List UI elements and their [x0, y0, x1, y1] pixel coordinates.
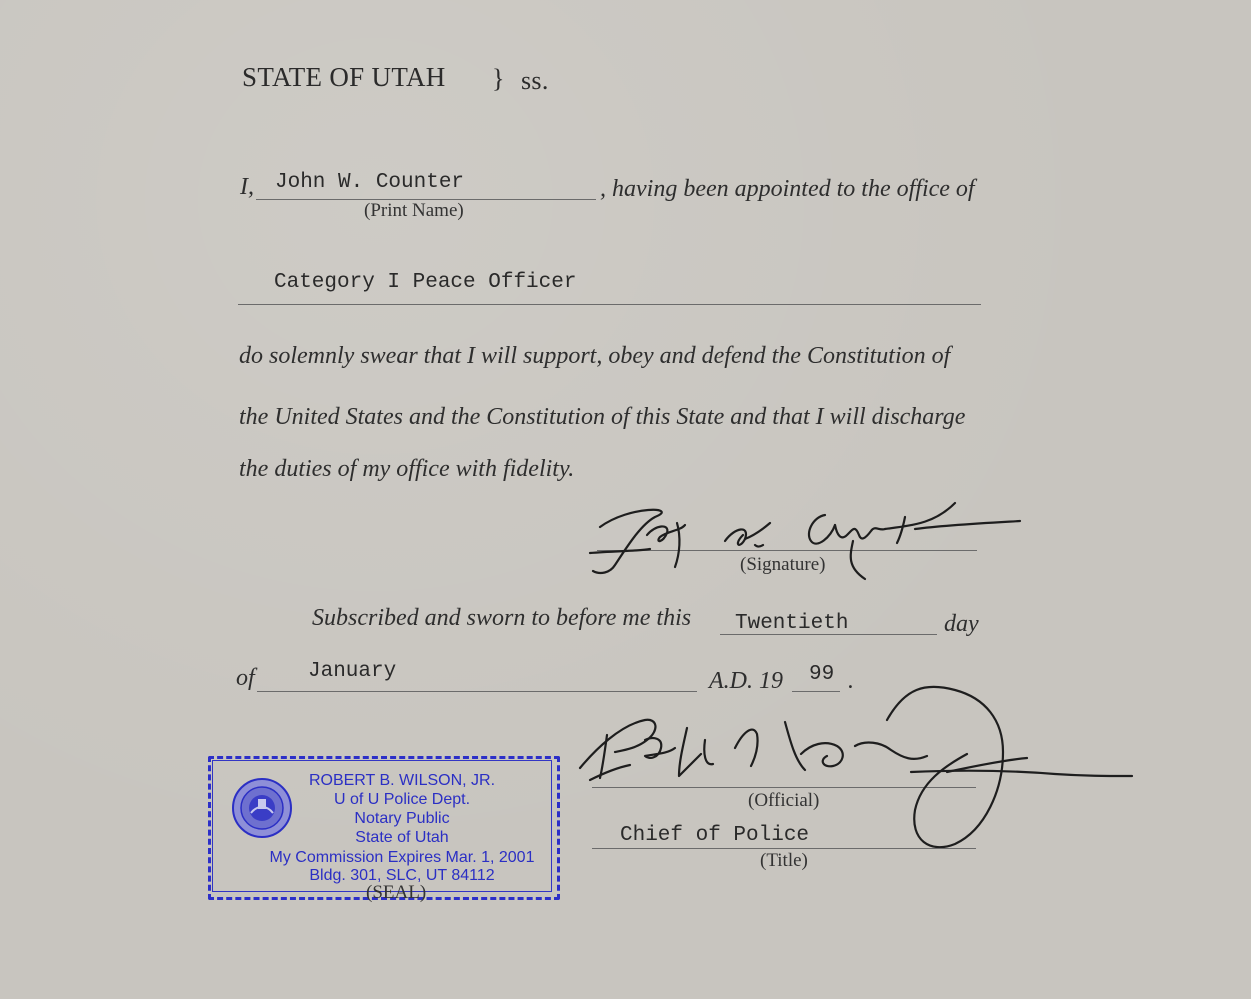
official-caption: (Official)	[748, 790, 820, 811]
print-name-value: John W. Counter	[275, 171, 465, 194]
stamp-line-title: Notary Public	[354, 810, 450, 827]
title-line	[592, 848, 976, 849]
year-period: .	[848, 668, 854, 694]
print-name-caption: (Print Name)	[364, 200, 464, 221]
ss-mark: ss.	[521, 66, 549, 95]
subscribed-text: Subscribed and sworn to before me this	[312, 605, 692, 631]
stamp-line-address: Bldg. 301, SLC, UT 84112	[309, 867, 495, 884]
i-prefix: I,	[240, 174, 254, 200]
oath-line-2: the United States and the Constitution of this State and that I will discharge	[239, 404, 966, 430]
of-word: of	[236, 665, 255, 691]
ad-prefix: A.D. 19	[709, 668, 783, 694]
brace-mark: }	[492, 64, 505, 93]
stamp-line-state: State of Utah	[355, 829, 449, 846]
seal-caption: (SEAL)	[366, 882, 427, 903]
state-heading: STATE OF UTAH	[242, 62, 446, 92]
oath-line-3: the duties of my office with fidelity.	[239, 456, 575, 482]
office-value: Category I Peace Officer	[274, 271, 577, 294]
day-word: day	[944, 611, 979, 637]
oath-line-1: do solemnly swear that I will support, obey and defend the Constitution of	[239, 343, 951, 369]
month-value: January	[308, 660, 397, 683]
appointed-text: , having been appointed to the office of	[600, 176, 975, 202]
office-line	[238, 304, 981, 305]
stamp-line-name: ROBERT B. WILSON, JR.	[308, 772, 496, 789]
title-value: Chief of Police	[620, 824, 810, 847]
day-value: Twentieth	[735, 612, 849, 635]
year-value: 99	[809, 663, 835, 686]
signature-caption: (Signature)	[740, 554, 826, 575]
title-caption: (Title)	[760, 850, 808, 871]
stamp-line-commission: My Commission Expires Mar. 1, 2001	[269, 849, 535, 866]
stamp-line-department: U of U Police Dept.	[333, 791, 471, 808]
